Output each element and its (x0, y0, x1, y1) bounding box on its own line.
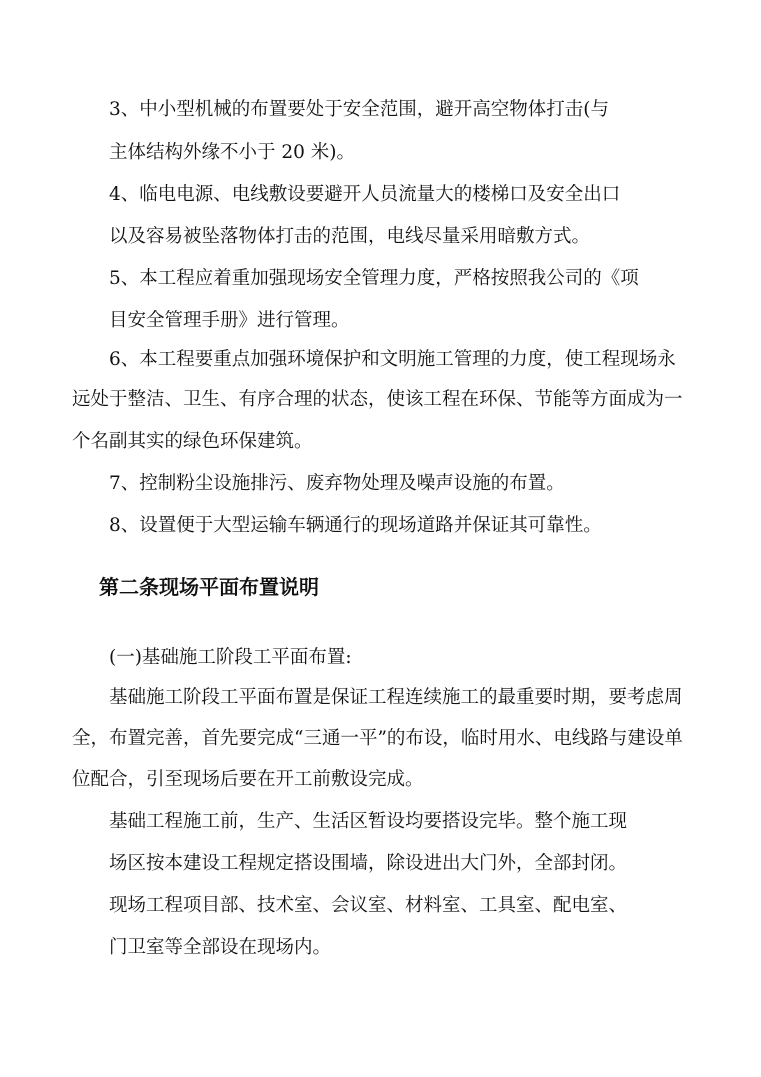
text-line: 基础施工阶段工平面布置是保证工程连续施工的最重要时期，要考虑周 (109, 687, 683, 708)
text-line: 6、本工程要重点加强环境保护和文明施工管理的力度，使工程现场永 (109, 349, 676, 370)
text-line: 3、中小型机械的布置要处于安全范围，避开高空物体打击(与 (109, 99, 609, 120)
text-line: 4、临电电源、电线敷设要避开人员流量大的楼梯口及安全出口 (109, 184, 621, 205)
text-line: 主体结构外缘不小于 20 米)。 (109, 142, 356, 163)
text-line: 7、控制粉尘设施排污、废弃物处理及噪声设施的布置。 (109, 473, 565, 494)
section-heading: 第二条现场平面布置说明 (99, 575, 319, 599)
text-line: 门卫室等全部设在现场内。 (109, 937, 332, 958)
text-line: 远处于整洁、卫生、有序合理的状态，使该工程在环保、节能等方面成为一 (72, 389, 683, 410)
text-line: (一)基础施工阶段工平面布置: (109, 647, 352, 668)
text-line: 现场工程项目部、技术室、会议室、材料室、工具室、配电室、 (109, 895, 628, 916)
text-line: 以及容易被坠落物体打击的范围，电线尽量采用暗敷方式。 (109, 226, 591, 247)
text-line: 场区按本建设工程规定搭设围墙，除设进出大门外，全部封闭。 (109, 853, 628, 874)
text-line: 全，布置完善，首先要完成“三通一平”的布设，临时用水、电线路与建设单 (72, 728, 683, 749)
text-line: 目安全管理手册》进行管理。 (109, 310, 350, 331)
text-line: 个名副其实的绿色环保建筑。 (72, 431, 313, 452)
text-line: 位配合，引至现场后要在开工前敷设完成。 (72, 769, 424, 790)
text-line: 基础工程施工前，生产、生活区暂设均要搭设完毕。整个施工现 (109, 811, 628, 832)
text-line: 5、本工程应着重加强现场安全管理力度，严格按照我公司的《项 (109, 268, 639, 289)
text-line: 8、设置便于大型运输车辆通行的现场道路并保证其可靠性。 (109, 515, 602, 536)
